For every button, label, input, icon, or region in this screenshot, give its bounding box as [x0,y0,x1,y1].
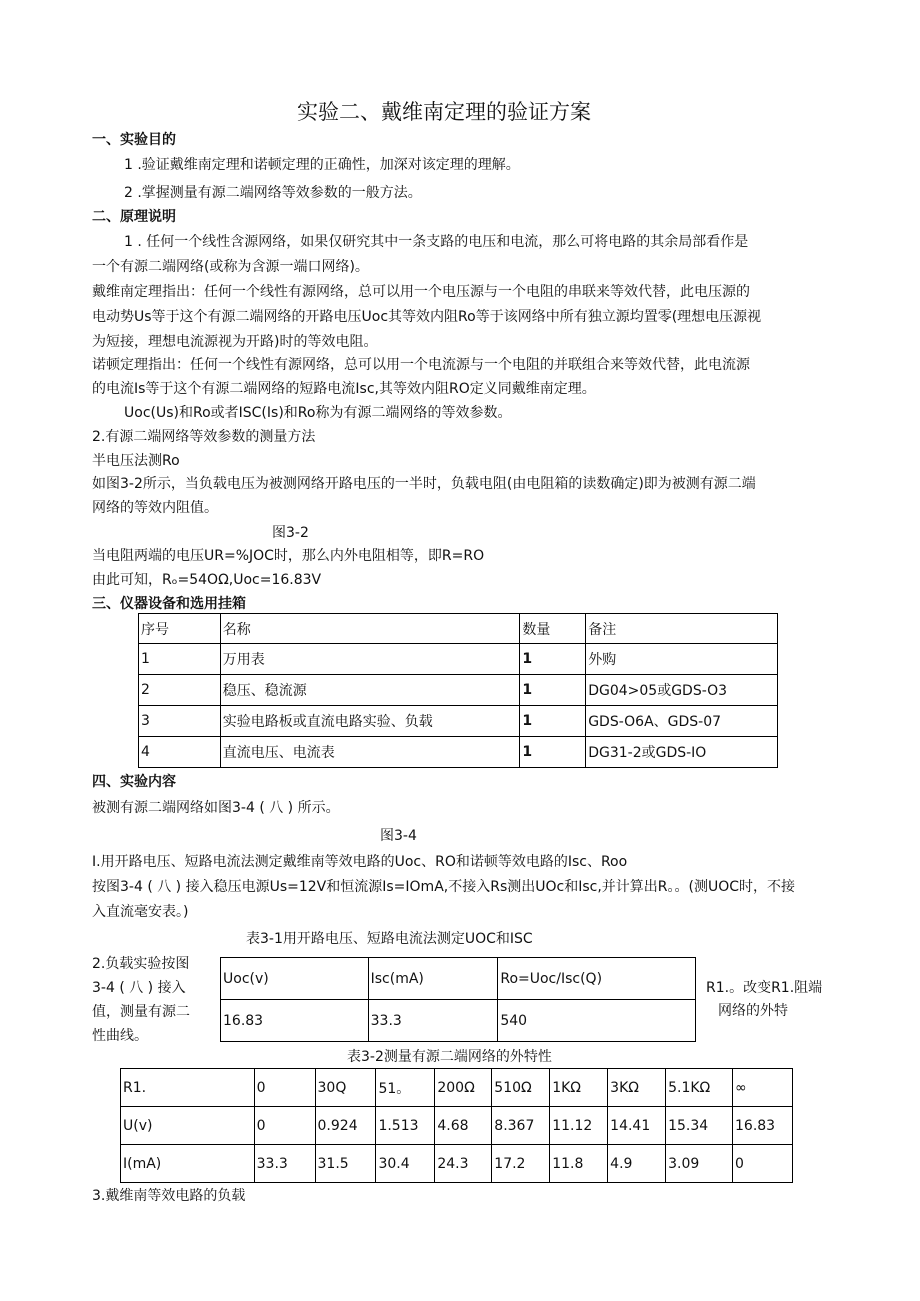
table-row [121,1145,793,1183]
section-heading-equipment: 三、仪器设备和选用挂箱 [92,596,246,612]
table-cell: 实验电路板或直流电路实验、负载 [220,706,520,737]
table-cell: 11.12 [550,1107,608,1145]
table-cell: 200Ω [435,1069,492,1107]
table-cell: 2 [139,675,221,706]
table-cell: 0.924 [315,1107,376,1145]
table-cell: 1 [139,644,221,675]
table-cell: 30Q [315,1069,376,1107]
table-cell: 稳压、稳流源 [220,675,520,706]
resistor-voltage-note: 当电阻两端的电压UR=%JOC时，那么内外电阻相等，即R=RO [92,548,485,564]
load-exp-right-line1: R1.。改变R1.阻端 [706,980,823,996]
table-header-cell: 备注 [586,614,778,644]
norton-line1: 诺顿定理指出：任何一个线性有源网络，总可以用一个电流源与一个电阻的并联组合来等效代替，此电流源 [92,357,750,373]
table-3-1 [220,957,696,1042]
table-cell: 24.3 [435,1145,492,1183]
table-cell: 3 [139,706,221,737]
table-cell: 14.41 [608,1107,666,1145]
table-cell: 16.83 [733,1107,793,1145]
table-cell: 4 [139,737,221,768]
table-cell: ∞ [733,1069,793,1107]
table-cell: 直流电压、电流表 [220,737,520,768]
norton-line2: 的电流Is等于这个有源二端网络的短路电流Isc,其等效内阻RO定义同戴维南定理。 [92,381,596,397]
page-title: 实验二、戴维南定理的验证方案 [297,100,591,124]
table-cell: DG31-2或GDS-IO [586,737,778,768]
table-3-2-caption: 表3-2测量有源二端网络的外特性 [347,1049,552,1065]
table-cell: 30.4 [376,1145,435,1183]
thevenin-line1: 戴维南定理指出：任何一个线性有源网络，总可以用一个电压源与一个电阻的串联来等效代替，此电压源的 [92,284,750,300]
table-cell: 1 [520,737,586,768]
table-row [139,644,778,675]
table-cell: 外购 [586,644,778,675]
table-3-1-caption: 表3-1用开路电压、短路电流法测定UOC和ISC [246,931,533,947]
table-row [139,706,778,737]
table-row [221,1000,696,1042]
table-cell: 1.513 [376,1107,435,1145]
load-exp-line4: 性曲线。 [92,1028,148,1044]
table-cell: I(mA) [121,1145,255,1183]
network-intro: 被测有源二端网络如图3-4 ( 八 ) 所示。 [92,800,340,816]
table-header-cell: 数量 [520,614,586,644]
principle-p1-line2: 一个有源二端网络(或称为含源一端口网络)。 [92,259,369,275]
figure-3-4-caption: 图3-4 [380,828,417,844]
table-cell: GDS-O6A、GDS-07 [586,706,778,737]
table-cell: R1. [121,1069,255,1107]
load-exp-line1: 2.负载实验按图 [92,956,190,972]
table-cell: 15.34 [666,1107,733,1145]
table-row [139,675,778,706]
table-cell: 5.1KΩ [666,1069,733,1107]
table-row [139,737,778,768]
table-cell: 1 [520,644,586,675]
section-heading-principle: 二、原理说明 [92,209,176,225]
principle-p1-line1: 1 . 任何一个线性含源网络，如果仅研究其中一条支路的电压和电流，那么可将电路的其余局部看作是 [124,234,749,250]
table-cell: 1 [520,675,586,706]
equipment-table [138,613,778,768]
measure-method-heading: 2.有源二端网络等效参数的测量方法 [92,429,316,445]
section-heading-content: 四、实验内容 [92,774,176,790]
table-cell: 17.2 [492,1145,550,1183]
table-row [221,958,696,1000]
half-voltage-heading: 半电压法测Ro [92,453,180,469]
table-cell: 4.9 [608,1145,666,1183]
table-cell: 0 [733,1145,793,1183]
table-cell: 8.367 [492,1107,550,1145]
equivalent-params: Uoc(Us)和Ro或者ISC(Is)和Ro称为有源二端网络的等效参数。 [124,405,512,421]
table-cell: 0 [254,1069,315,1107]
table-cell: 4.68 [435,1107,492,1145]
table-header-cell: Ro=Uoc/Isc(Q) [498,958,696,1000]
procedure-line1: 按图3-4 ( 八 ) 接入稳压电源Us=12V和恒流源Is=IOmA,不接入Rs测出UOc和Isc,并计算出R。。(测UOC时，不接 [92,879,796,895]
half-voltage-line1: 如图3-2所示，当负载电压为被测网络开路电压的一半时，负载电阻(由电阻箱的读数确定)即为被测有源二端 [92,476,756,492]
table-header-cell: 序号 [139,614,221,644]
table-cell: 3KΩ [608,1069,666,1107]
table-header-cell: 名称 [220,614,520,644]
table-cell: 510Ω [492,1069,550,1107]
purpose-item-1: 1 .验证戴维南定理和诺顿定理的正确性，加深对该定理的理解。 [124,157,520,173]
load-exp-line2: 3-4 ( 八 ) 接入 [92,980,186,996]
table-cell: 万用表 [220,644,520,675]
table-cell: 0 [254,1107,315,1145]
table-cell: 33.3 [254,1145,315,1183]
thevenin-line3: 为短接，理想电流源视为开路)时的等效电阻。 [92,334,378,350]
table-cell: 1KΩ [550,1069,608,1107]
thevenin-load-heading: 3.戴维南等效电路的负载 [92,1188,246,1204]
table-cell: 540 [498,1000,696,1042]
figure-3-2-caption: 图3-2 [272,525,309,541]
table-cell: DG04>05或GDS-O3 [586,675,778,706]
procedure-line2: 入直流毫安表。) [92,904,189,920]
table-row [121,1107,793,1145]
load-exp-line3: 值，测量有源二 [92,1004,190,1020]
table-cell: 11.8 [550,1145,608,1183]
table-row [121,1069,793,1107]
open-short-method: I.用开路电压、短路电流法测定戴维南等效电路的Uoc、RO和诺顿等效电路的Isc、Roo [92,854,628,870]
table-header-cell: Isc(mA) [368,958,498,1000]
table-cell: 31.5 [315,1145,376,1183]
table-header-cell: Uoc(v) [221,958,369,1000]
thevenin-line2: 电动势Us等于这个有源二端网络的开路电压Uoc其等效内阻Ro等于该网络中所有独立源均置零(理想电压源视 [92,309,762,325]
purpose-item-2: 2 .掌握测量有源二端网络等效参数的一般方法。 [124,185,422,201]
table-cell: 1 [520,706,586,737]
table-3-2 [120,1068,793,1183]
table-cell: 16.83 [221,1000,369,1042]
table-cell: 33.3 [368,1000,498,1042]
table-cell: U(v) [121,1107,255,1145]
table-row [139,614,778,644]
load-exp-right-line2: 网络的外特 [718,1003,788,1019]
table-cell: 3.09 [666,1145,733,1183]
section-heading-purpose: 一、实验目的 [92,132,176,148]
half-voltage-line2: 网络的等效内阻值。 [92,500,218,516]
result-note: 由此可知，Rₒ=54OΩ,Uoc=16.83V [92,572,322,588]
table-cell: 51。 [376,1069,435,1107]
